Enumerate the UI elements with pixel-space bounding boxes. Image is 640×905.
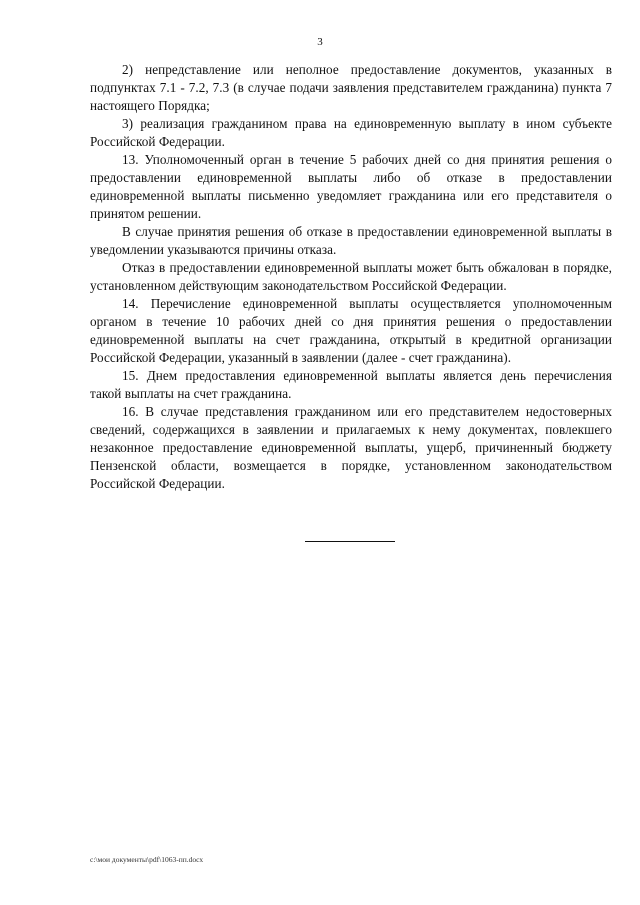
paragraph-item-2-nonsubmission: 2) непредставление или неполное предоставление документов, указанных в подпунктах 7.1 - 7.2, 7.3 (в случае подачи заявления представителем гражданина) пункта 7 настоящего Порядка; — [90, 62, 612, 113]
page-number: 3 — [317, 36, 323, 48]
footer-file-path: c:\мои документы\pdf\1063-пп.docx — [90, 855, 204, 864]
paragraph-clause-15: 15. Днем предоставления единовременной выплаты является день перечисления такой выплаты на счет гражданина. — [90, 368, 612, 401]
paragraph-item-3-other-region: 3) реализация гражданином права на единовременную выплату в ином субъекте Российской Федерации. — [90, 116, 612, 149]
paragraph-appeal: Отказ в предоставлении единовременной выплаты может быть обжалован в порядке, установленном действующим законодательством Российской Федерации. — [90, 260, 612, 293]
paragraph-clause-14: 14. Перечисление единовременной выплаты осуществляется уполномоченным органом в течение 10 рабочих дней со дня принятия решения о предоставлении единовременной выплаты на счет гражданина, открытый в кредитной организации Российской Федерации, указанный в заявлении (далее - счет гражданина). — [90, 296, 612, 365]
paragraph-clause-16: 16. В случае представления гражданином или его представителем недостоверных сведений, содержащихся в заявлении и прилагаемых к нему документах, повлекшего незаконное предоставление единовременной выплаты, ущерб, причиненный бюджету Пензенской области, возмещается в порядке, установленном законодательством Российской Федерации. — [90, 404, 612, 491]
paragraph-clause-13: 13. Уполномоченный орган в течение 5 рабочих дней со дня принятия решения о предоставлении единовременной выплаты либо об отказе в предоставлении единовременной выплаты письменно уведомляет гражданина или его представителя о принятом решении. — [90, 152, 612, 221]
paragraph-refusal-reasons: В случае принятия решения об отказе в предоставлении единовременной выплаты в уведомлении указываются причины отказа. — [90, 224, 612, 257]
document-body — [90, 61, 612, 493]
end-of-text-divider — [305, 541, 395, 542]
